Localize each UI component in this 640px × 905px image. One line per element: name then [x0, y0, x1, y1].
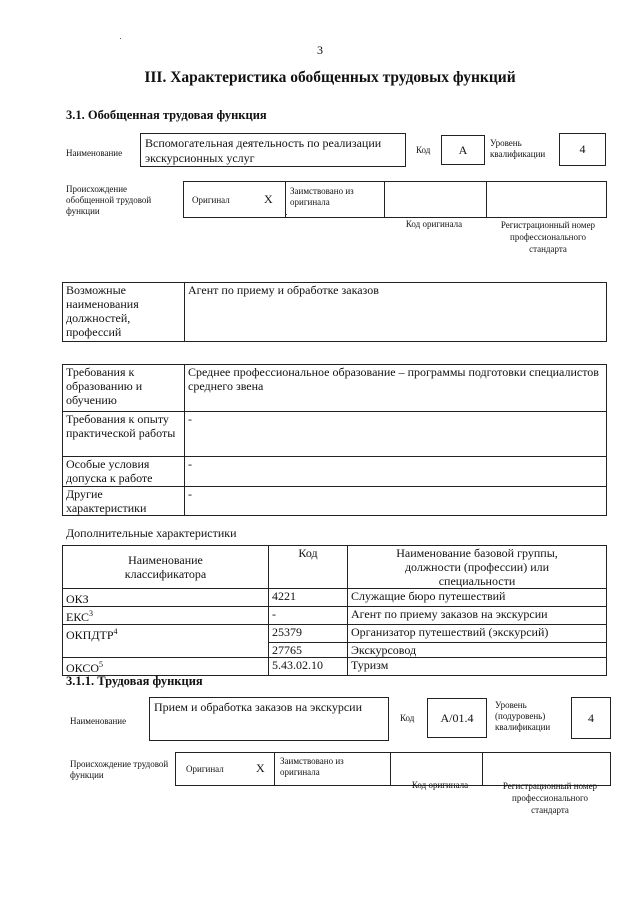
- tf-origin-label: Происхождение трудовой функции: [70, 759, 169, 780]
- requirement-value: -: [185, 457, 607, 487]
- table-row: [63, 589, 607, 607]
- table-row: [63, 625, 607, 643]
- tf-name-field: Прием и обработка заказов на экскурсии: [149, 697, 389, 741]
- name-cell: Агент по приему заказов на экскурсии: [348, 607, 607, 625]
- table-row: [63, 642, 607, 657]
- gtf-code-original-caption: Код оригинала: [405, 219, 463, 229]
- gtf-heading: 3.1. Обобщенная трудовая функция: [66, 108, 267, 122]
- tf-level-label: Уровень (подуровень) квалификации: [495, 700, 551, 732]
- table-row: [63, 607, 607, 625]
- tf-heading: 3.1.1. Трудовая функция: [66, 674, 203, 688]
- gtf-code-label: Код: [416, 145, 431, 155]
- classifier-cell: ОКСО$^5$: [63, 657, 269, 675]
- positions-value: Агент по приему и обработке заказов: [185, 283, 607, 342]
- table-row: [63, 657, 607, 675]
- scan-speck: [286, 214, 287, 215]
- gtf-origin-label: Происхождение обобщенной трудовой функции: [66, 184, 152, 216]
- classifier-cell: [63, 642, 269, 657]
- code-cell: 5.43.02.10: [269, 657, 348, 675]
- code-cell: -: [269, 607, 348, 625]
- additional-header: Наименование классификатора: [63, 546, 269, 589]
- name-cell: Экскурсовод: [348, 642, 607, 657]
- gtf-original-label: Оригинал: [192, 195, 230, 205]
- tf-original-label: Оригинал: [186, 764, 224, 774]
- tf-original-mark: Х: [256, 761, 265, 775]
- tf-code-label: Код: [400, 713, 415, 723]
- section-title: III. Характеристика обобщенных трудовых функций: [144, 69, 516, 86]
- requirement-label: Требования к образованию и обучению: [63, 365, 185, 412]
- tf-reg-number-caption: Регистрационный номер профессионального стандарта: [502, 781, 598, 815]
- classifier-cell: ОКПДТР$^4$: [63, 625, 269, 643]
- name-cell: Организатор путешествий (экскурсий): [348, 625, 607, 643]
- gtf-borrowed-label: Заимствовано из оригинала: [290, 186, 354, 207]
- name-cell: Туризм: [348, 657, 607, 675]
- additional-title: Дополнительные характеристики: [66, 526, 237, 540]
- tf-code-original-caption: Код оригинала: [411, 780, 469, 790]
- page-number: 3: [317, 43, 323, 57]
- tf-level-field: 4: [571, 697, 611, 739]
- code-cell: 25379: [269, 625, 348, 643]
- tf-name-label: Наименование: [70, 716, 127, 726]
- additional-table: [62, 545, 607, 676]
- gtf-reg-number-caption: Регистрационный номер профессионального стандарта: [500, 220, 596, 254]
- requirement-value: -: [185, 412, 607, 457]
- tf-code-field: A/01.4: [427, 698, 487, 738]
- requirement-value: -: [185, 487, 607, 516]
- positions-label: Возможные наименования должностей, профессий: [63, 283, 185, 342]
- code-cell: 27765: [269, 642, 348, 657]
- gtf-original-mark: Х: [264, 192, 273, 206]
- scan-speck: [120, 38, 121, 39]
- requirement-label: Особые условия допуска к работе: [63, 457, 185, 487]
- gtf-code-field: А: [441, 135, 485, 165]
- tf-borrowed-label: Заимствовано из оригинала: [280, 756, 344, 777]
- code-cell: 4221: [269, 589, 348, 607]
- gtf-name-label: Наименование: [66, 148, 123, 158]
- requirement-label: Требования к опыту практической работы: [63, 412, 185, 457]
- additional-header: Код: [269, 546, 348, 589]
- classifier-cell: ОКЗ: [63, 589, 269, 607]
- requirement-label: Другие характеристики: [63, 487, 185, 516]
- name-cell: Служащие бюро путешествий: [348, 589, 607, 607]
- requirement-value: Среднее профессиональное образование – программы подготовки специалистов среднего звена: [185, 365, 607, 412]
- gtf-origin-box: [183, 181, 607, 218]
- positions-table: [62, 282, 607, 342]
- gtf-level-field: 4: [559, 133, 606, 166]
- gtf-name-field: Вспомогательная деятельность по реализации экскурсионных услуг: [140, 133, 406, 167]
- classifier-cell: ЕКС$^3$: [63, 607, 269, 625]
- gtf-level-label: Уровень квалификации: [490, 138, 546, 159]
- requirements-table: [62, 364, 607, 516]
- additional-header: Наименование базовой группы, должности (профессии) или специальности: [348, 546, 607, 589]
